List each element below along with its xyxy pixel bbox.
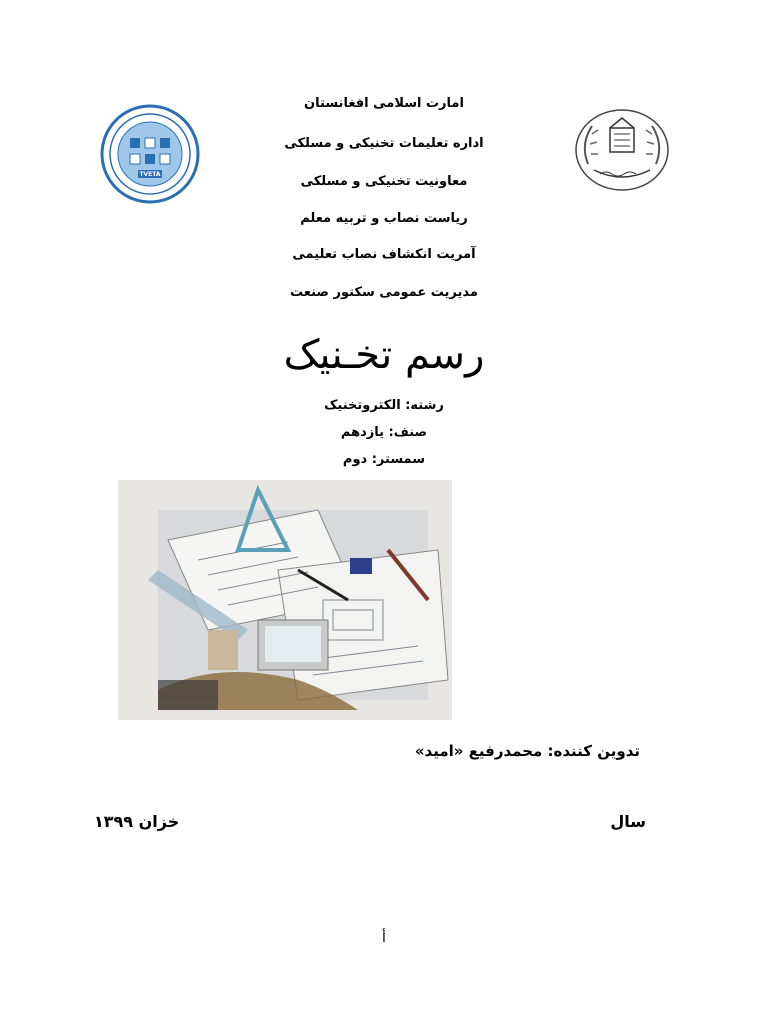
year-label: سال [610,812,646,831]
technical-drawing-photo [118,480,452,720]
header-line-3: معاونیت تخنیکی و مسلکی [300,174,468,189]
header-line-5: آمریت انکشاف نصاب تعلیمی [292,247,476,262]
semester-line: سمستر: دوم [342,452,426,467]
document-title: رسم تخـنیک [283,332,485,378]
tveta-logo-text: TVETA [139,171,161,178]
tveta-logo [100,104,200,204]
header-line-2: اداره تعلیمات تخنیکی و مسلکی [284,136,484,151]
national-emblem [570,104,674,196]
author-line: تدوین کننده: محمدرفیع «امید» [414,742,640,760]
page-number: أ [382,930,386,946]
year-value: خزان ۱۳۹۹ [94,812,180,831]
header-line-6: مدیریت عمومی سکتور صنعت [290,285,478,300]
field-line: رشته: الکتروتخنیک [324,398,444,413]
header-line-4: ریاست نصاب و تربیه معلم [300,211,468,226]
grade-line: صنف: یازدهم [340,425,428,440]
header-line-1: امارت اسلامی افغانستان [304,96,464,111]
